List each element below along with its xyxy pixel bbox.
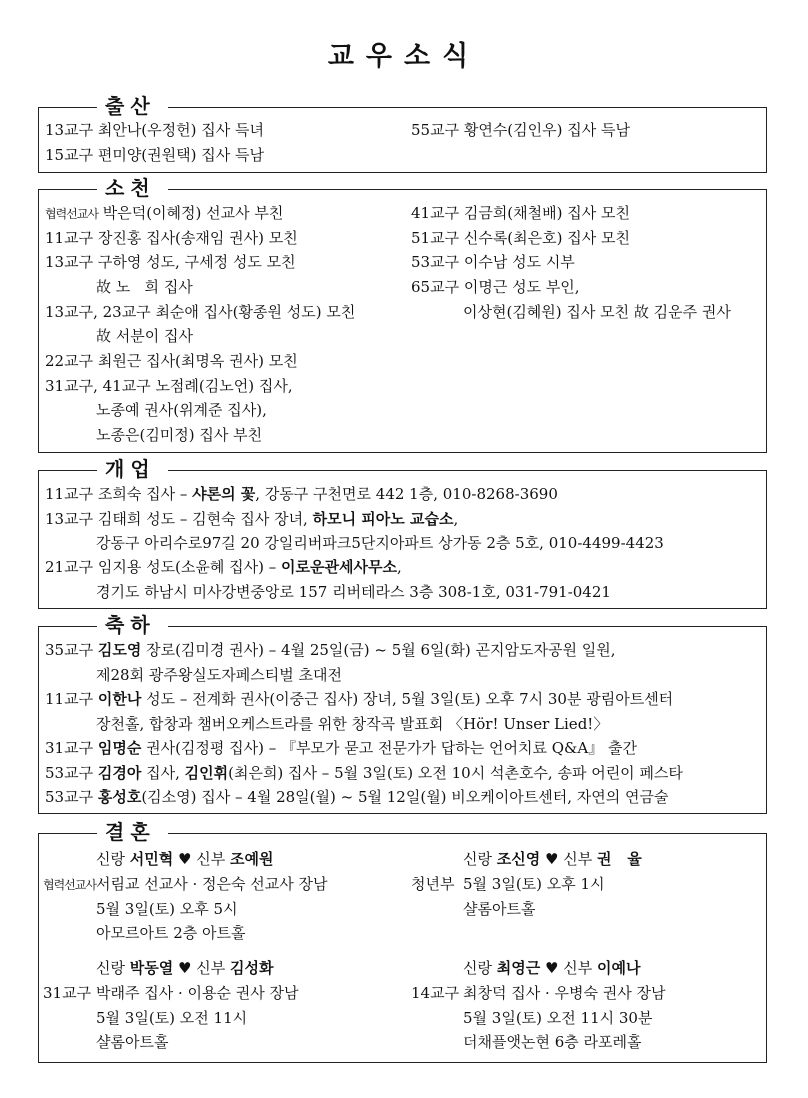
list-item: 협력선교사 박은덕(이혜정) 선교사 부친 bbox=[45, 204, 284, 222]
wedding-venue: 샬롬아트홀 bbox=[463, 900, 536, 918]
wedding-venue: 더채플앳논현 6층 라포레홀 bbox=[463, 1033, 642, 1051]
list-item: 강동구 아리수로97길 20 강일리버파크5단지아파트 상가동 2층 5호, 010-4499-4423 bbox=[96, 534, 664, 552]
list-item: 15교구 편미양(권원택) 집사 득남 bbox=[45, 146, 264, 164]
list-item: 31교구 임명순 권사(김정평 집사) – 『부모가 묻고 전문가가 답하는 언어치료 Q&A』 출간 bbox=[45, 739, 637, 757]
list-item: 故 서분이 집사 bbox=[96, 327, 193, 345]
section-opening bbox=[38, 457, 767, 609]
list-item: 경기도 하남시 미사강변중앙로 157 리버테라스 3층 308-1호, 031-791-0421 bbox=[96, 583, 611, 601]
list-item: 노종예 권사(위계준 집사), bbox=[96, 401, 267, 419]
heart-icon: ♥ bbox=[545, 959, 559, 977]
list-item: 13교구 구하영 성도, 구세정 성도 모친 bbox=[45, 253, 296, 271]
wedding-venue: 샬롬아트홀 bbox=[96, 1033, 169, 1051]
wedding-couple: 신랑 최영근 ♥ 신부 이예나 bbox=[463, 959, 641, 977]
wedding-org: 협력선교사 bbox=[43, 878, 96, 892]
wedding-date: 5월 3일(토) 오전 11시 bbox=[96, 1009, 248, 1027]
list-item: 55교구 황연수(김인우) 집사 득남 bbox=[411, 121, 630, 139]
list-item: 11교구 장진홍 집사(송재임 권사) 모친 bbox=[45, 229, 298, 247]
list-item: 11교구 조희숙 집사 – 샤론의 꽃, 강동구 구천면로 442 1층, 010-8268-3690 bbox=[45, 485, 558, 503]
section-opening-label: 개업 bbox=[97, 456, 168, 482]
section-death bbox=[38, 176, 767, 453]
list-item: 35교구 김도영 장로(김미경 권사) – 4월 25일(금) ~ 5월 6일(화) 곤지암도자공원 일원, bbox=[45, 641, 616, 659]
list-item: 13교구 김태희 성도 – 김현숙 집사 장녀, 하모니 피아노 교습소, bbox=[45, 510, 459, 528]
list-item: 노종은(김미정) 집사 부친 bbox=[96, 426, 263, 444]
list-item: 31교구, 41교구 노점례(김노언) 집사, bbox=[45, 377, 293, 395]
heart-icon: ♥ bbox=[545, 850, 559, 868]
list-item: 51교구 신수록(최은호) 집사 모친 bbox=[411, 229, 630, 247]
list-item: 11교구 이한나 성도 – 전계화 권사(이중근 집사) 장녀, 5월 3일(토) 오후 7시 30분 광림아트센터 bbox=[45, 690, 674, 708]
list-item: 13교구 최안나(우정헌) 집사 득녀 bbox=[45, 121, 264, 139]
list-item: 53교구 홍성호(김소영) 집사 – 4월 28일(월) ~ 5월 12일(월) 비오케이아트센터, 자연의 연금술 bbox=[45, 788, 669, 806]
list-item: 22교구 최원근 집사(최명옥 권사) 모친 bbox=[45, 352, 298, 370]
section-congrats bbox=[38, 613, 767, 814]
wedding-couple: 신랑 조신영 ♥ 신부 권 율 bbox=[463, 850, 642, 868]
wedding-couple: 신랑 서민혁 ♥ 신부 조예원 bbox=[96, 850, 274, 868]
section-death-label: 소천 bbox=[97, 175, 168, 201]
list-item: 53교구 김경아 집사, 김인휘(최은희) 집사 – 5월 3일(토) 오전 10시 석촌호수, 송파 어린이 페스타 bbox=[45, 764, 683, 782]
list-item: 21교구 임지용 성도(소윤혜 집사) – 이로운관세사무소, bbox=[45, 558, 402, 576]
wedding-date: 5월 3일(토) 오후 1시 bbox=[463, 875, 605, 893]
list-item: 제28회 광주왕실도자페스티벌 초대전 bbox=[96, 666, 342, 684]
section-wedding-label: 결혼 bbox=[97, 819, 168, 845]
list-item: 41교구 김금희(채철배) 집사 모친 bbox=[411, 204, 630, 222]
wedding-parents: 최창덕 집사 · 우병숙 권사 장남 bbox=[463, 984, 666, 1002]
wedding-date: 5월 3일(토) 오전 11시 30분 bbox=[463, 1009, 653, 1027]
list-item: 53교구 이수남 성도 시부 bbox=[411, 253, 575, 271]
wedding-org: 14교구 bbox=[411, 984, 460, 1002]
wedding-date: 5월 3일(토) 오후 5시 bbox=[96, 900, 238, 918]
wedding-venue: 아모르아트 2층 아트홀 bbox=[96, 924, 246, 942]
list-item: 이상현(김혜원) 집사 모친 故 김운주 권사 bbox=[463, 303, 731, 321]
section-congrats-label: 축하 bbox=[97, 612, 168, 638]
wedding-org: 청년부 bbox=[411, 875, 455, 893]
page-title: 교우소식 bbox=[327, 41, 481, 72]
wedding-org: 31교구 bbox=[43, 984, 92, 1002]
list-item: 65교구 이명근 성도 부인, bbox=[411, 278, 580, 296]
wedding-parents: 박래주 집사 · 이용순 권사 장남 bbox=[96, 984, 299, 1002]
heart-icon: ♥ bbox=[178, 850, 192, 868]
list-item: 故 노 희 집사 bbox=[96, 278, 193, 296]
list-item: 장천홀, 합창과 챔버오케스트라를 위한 창작곡 발표회 〈Hör! Unser Lied!〉 bbox=[96, 715, 609, 733]
wedding-parents: 서림교 선교사 · 정은숙 선교사 장남 bbox=[96, 875, 328, 893]
wedding-couple: 신랑 박동열 ♥ 신부 김성화 bbox=[96, 959, 274, 977]
section-wedding bbox=[38, 820, 767, 1063]
section-birth bbox=[38, 94, 767, 173]
list-item: 13교구, 23교구 최순애 집사(황종원 성도) 모친 bbox=[45, 303, 356, 321]
heart-icon: ♥ bbox=[178, 959, 192, 977]
section-birth-label: 출산 bbox=[97, 93, 168, 119]
